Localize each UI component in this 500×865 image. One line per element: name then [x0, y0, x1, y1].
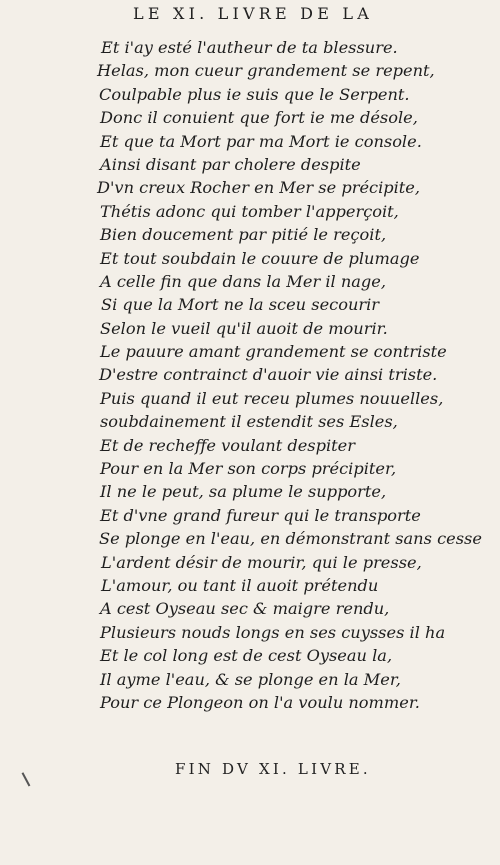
verse-text: A cest Oyseau sec & maigre rendu,	[100, 599, 390, 619]
verse-line	[0, 270, 500, 293]
verse-line	[0, 36, 500, 59]
verse-text: Helas, mon cueur grandement se repent,	[97, 61, 435, 81]
running-header: LE XI. LIVRE DE LA	[133, 4, 373, 23]
verse-text: Selon le vueil qu'il auoit de mourir.	[100, 318, 388, 338]
verse-text: Le pauure amant grandement se contriste	[100, 342, 447, 362]
verse-line	[0, 363, 500, 386]
verse-line	[0, 574, 500, 597]
verse-line	[0, 83, 500, 106]
verse-line	[0, 200, 500, 223]
verse-line	[0, 527, 500, 550]
verse-text: A celle fin que dans la Mer il nage,	[100, 271, 387, 291]
verse-line	[0, 59, 500, 82]
verse-text: Coulpable plus ie suis que le Serpent.	[99, 84, 410, 104]
verse-line	[0, 504, 500, 527]
verse-line	[0, 387, 500, 410]
verse-line	[0, 644, 500, 667]
verse-text: Se plonge en l'eau, en démonstrant sans cesse	[99, 529, 482, 549]
verse-line	[0, 434, 500, 457]
verse-text: soubdainement il estendit ses Esles,	[100, 412, 398, 432]
verse-line	[0, 597, 500, 620]
verse-text: Et tout soubdain le couure de plumage	[100, 248, 420, 268]
verse-line	[0, 668, 500, 691]
verse-text: Thétis adonc qui tomber l'apperçoit,	[100, 201, 399, 221]
verse-line	[0, 691, 500, 714]
verse-line	[0, 130, 500, 153]
verse-text: L'ardent désir de mourir, qui le presse,	[101, 552, 422, 572]
verse-line	[0, 223, 500, 246]
poem-verses	[0, 36, 500, 714]
verse-text: Si que la Mort ne la sceu secourir	[101, 295, 380, 315]
verse-line	[0, 106, 500, 129]
verse-line	[0, 317, 500, 340]
verse-text: Et de recheffe voulant despiter	[100, 435, 355, 455]
verse-text: Il ne le peut, sa plume le supporte,	[100, 482, 387, 502]
verse-text: Il ayme l'eau, & se plonge en la Mer,	[100, 669, 401, 689]
verse-line	[0, 621, 500, 644]
verse-text: Et i'ay esté l'autheur de ta blessure.	[101, 38, 398, 57]
verse-line	[0, 480, 500, 503]
verse-text: D'estre contrainct d'auoir vie ainsi triste.	[99, 365, 438, 385]
verse-line	[0, 153, 500, 176]
verse-text: Bien doucement par pitié le reçoit,	[100, 225, 387, 245]
verse-line	[0, 247, 500, 270]
verse-line	[0, 293, 500, 316]
verse-text: Et d'vne grand fureur qui le transporte	[100, 505, 421, 525]
verse-line	[0, 551, 500, 574]
verse-text: Donc il conuient que fort ie me désole,	[100, 108, 418, 128]
verse-line	[0, 176, 500, 199]
verse-text: Et que ta Mort par ma Mort ie console.	[100, 131, 422, 151]
verse-text: Pour en la Mer son corps précipiter,	[100, 459, 397, 479]
book-end-colophon: FIN DV XI. LIVRE.	[175, 760, 371, 778]
verse-text: L'amour, ou tant il auoit prétendu	[101, 575, 379, 595]
verse-line	[0, 457, 500, 480]
verse-text: Puis quand il eut receu plumes nouuelles,	[100, 388, 444, 408]
margin-pen-mark	[22, 773, 30, 787]
verse-text: Pour ce Plongeon on l'a voulu nommer.	[100, 692, 420, 712]
verse-text: Plusieurs nouds longs en ses cuysses il ha	[100, 622, 446, 642]
verse-line	[0, 340, 500, 363]
verse-text: Et le col long est de cest Oyseau la,	[100, 646, 393, 666]
verse-line	[0, 410, 500, 433]
verse-text: Ainsi disant par cholere despite	[100, 154, 361, 174]
verse-text: D'vn creux Rocher en Mer se précipite,	[97, 178, 421, 198]
